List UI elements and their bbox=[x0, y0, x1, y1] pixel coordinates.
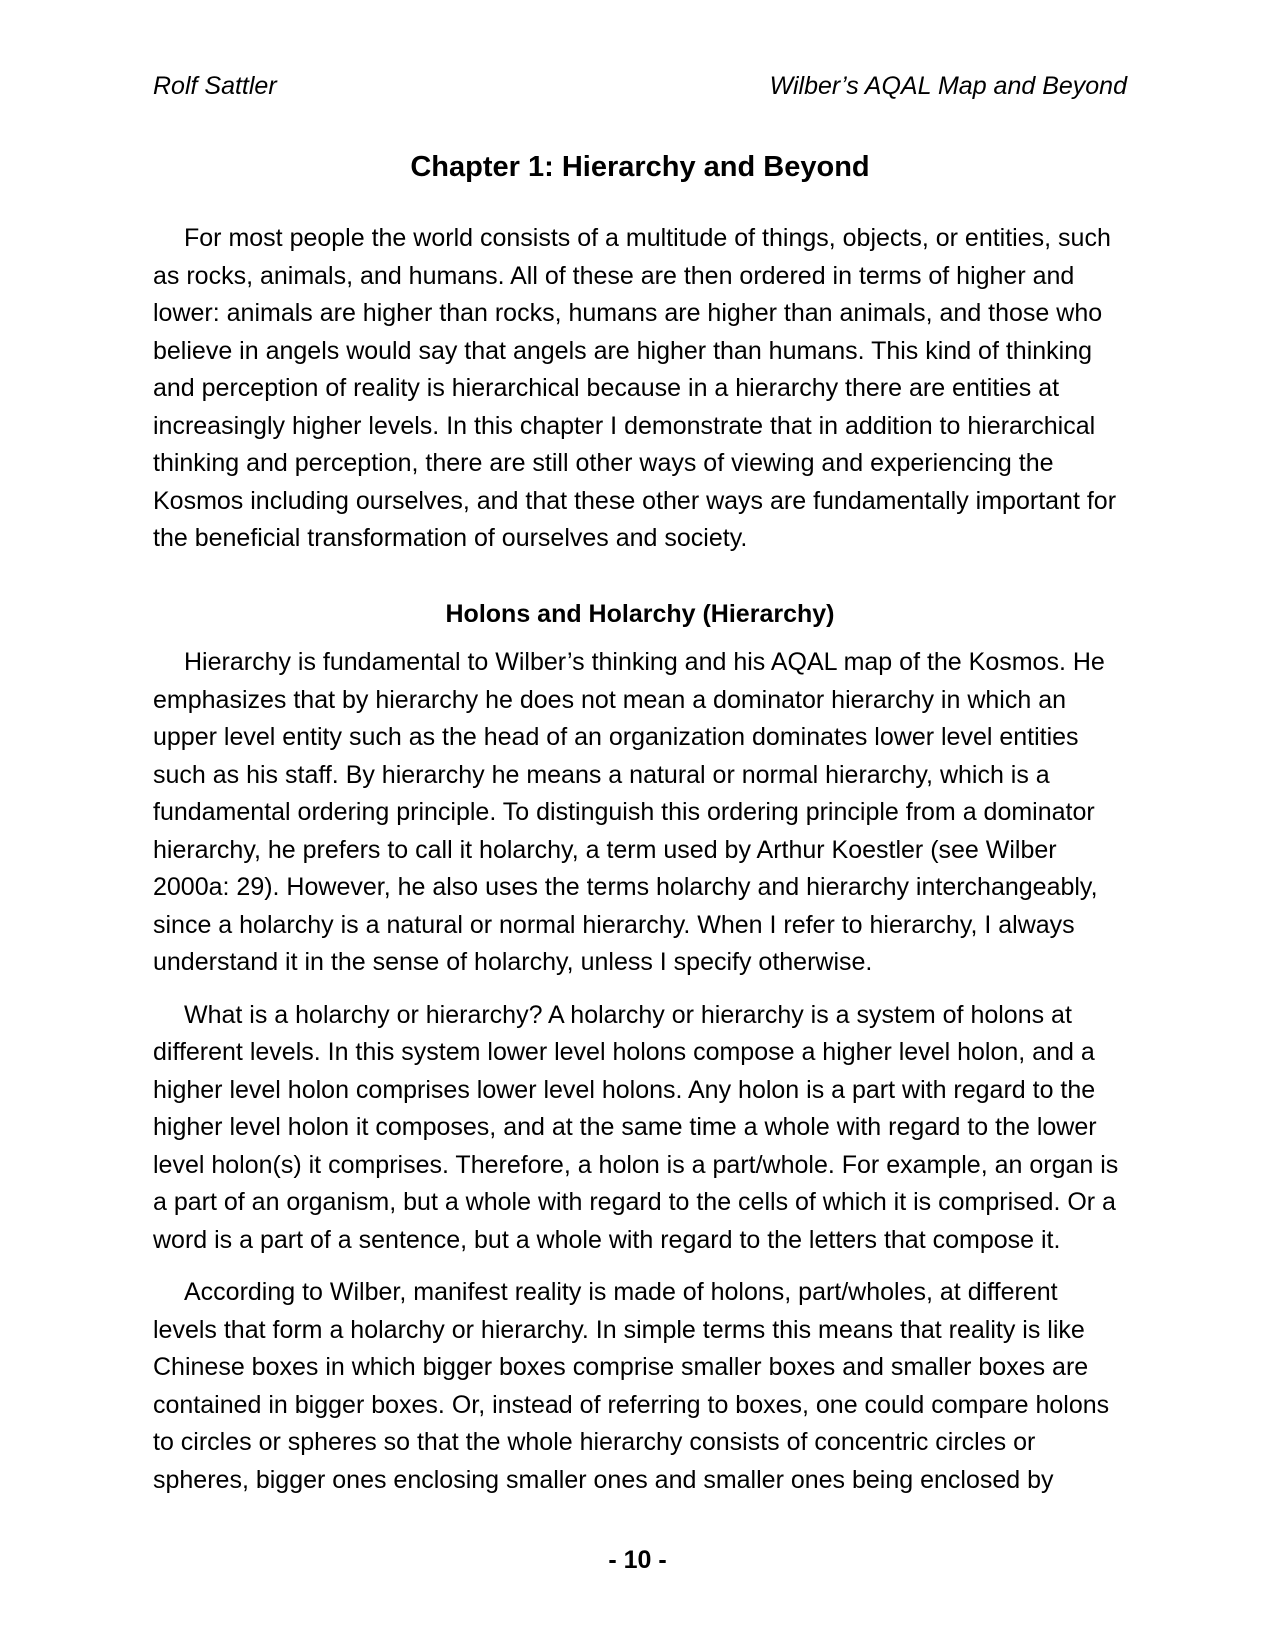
paragraph-hierarchy-fundamental: Hierarchy is fundamental to Wilber’s thinking and his AQAL map of the Kosmos. He emphasizes that by hierarchy he does not mean a dominator hierarchy in which an upper level entity such as the head of an organization dominates lower level entities such as his staff. By hierarchy he means a natural or normal hierarchy, which is a fundamental ordering principle. To distinguish this ordering principle from a dominator hierarchy, he prefers to call it holarchy, a term used by Arthur Koestler (see Wilber 2000a: 29). However, he also uses the terms holarchy and hierarchy interchangeably, since a holarchy is a natural or normal hierarchy. When I refer to hierarchy, I always understand it in the sense of holarchy, unless I specify otherwise. bbox=[153, 648, 1105, 976]
running-header bbox=[153, 72, 1127, 101]
header-book-title: Wilber’s AQAL Map and Beyond bbox=[769, 72, 1127, 100]
header-author: Rolf Sattler bbox=[153, 72, 277, 100]
section-heading-holons-holarchy: Holons and Holarchy (Hierarchy) bbox=[445, 599, 835, 628]
paragraph-according-to-wilber: According to Wilber, manifest reality is made of holons, part/wholes, at different levels that form a holarchy or hierarchy. In simple terms this means that reality is like Chinese boxes in which bigger boxes comprise smaller boxes and smaller boxes are contained in bigger boxes. Or, instead of referring to boxes, one could compare holons to circles or spheres so that the whole hierarchy consists of concentric circles or spheres, bigger ones enclosing smaller ones and smaller ones being enclosed by bbox=[153, 1278, 1110, 1494]
paragraph-intro: For most people the world consists of a multitude of things, objects, or entities, such as rocks, animals, and humans. All of these are then ordered in terms of higher and lower: animals are higher than rocks, humans are higher than animals, and those who believe in angels would say that angels are higher than humans. This kind of thinking and perception of reality is hierarchical because in a hierarchy there are entities at increasingly higher levels. In this chapter I demonstrate that in addition to hierarchical thinking and perception, there are still other ways of viewing and experiencing the Kosmos including ourselves, and that these other ways are fundamentally important for the beneficial transformation of ourselves and society. bbox=[153, 224, 1117, 552]
chapter-title: Chapter 1: Hierarchy and Beyond bbox=[410, 151, 870, 183]
page-number: - 10 - bbox=[608, 1546, 667, 1574]
paragraph-what-is-holarchy: What is a holarchy or hierarchy? A holarchy or hierarchy is a system of holons at different levels. In this system lower level holons compose a higher level holon, and a higher level holon comprises lower level holons. Any holon is a part with regard to the higher level holon it composes, and at the same time a whole with regard to the lower level holon(s) it comprises. Therefore, a holon is a part/whole. For example, an organ is a part of an organism, but a whole with regard to the cells of which it is comprised. Or a word is a part of a sentence, but a whole with regard to the letters that compose it. bbox=[153, 1000, 1119, 1254]
